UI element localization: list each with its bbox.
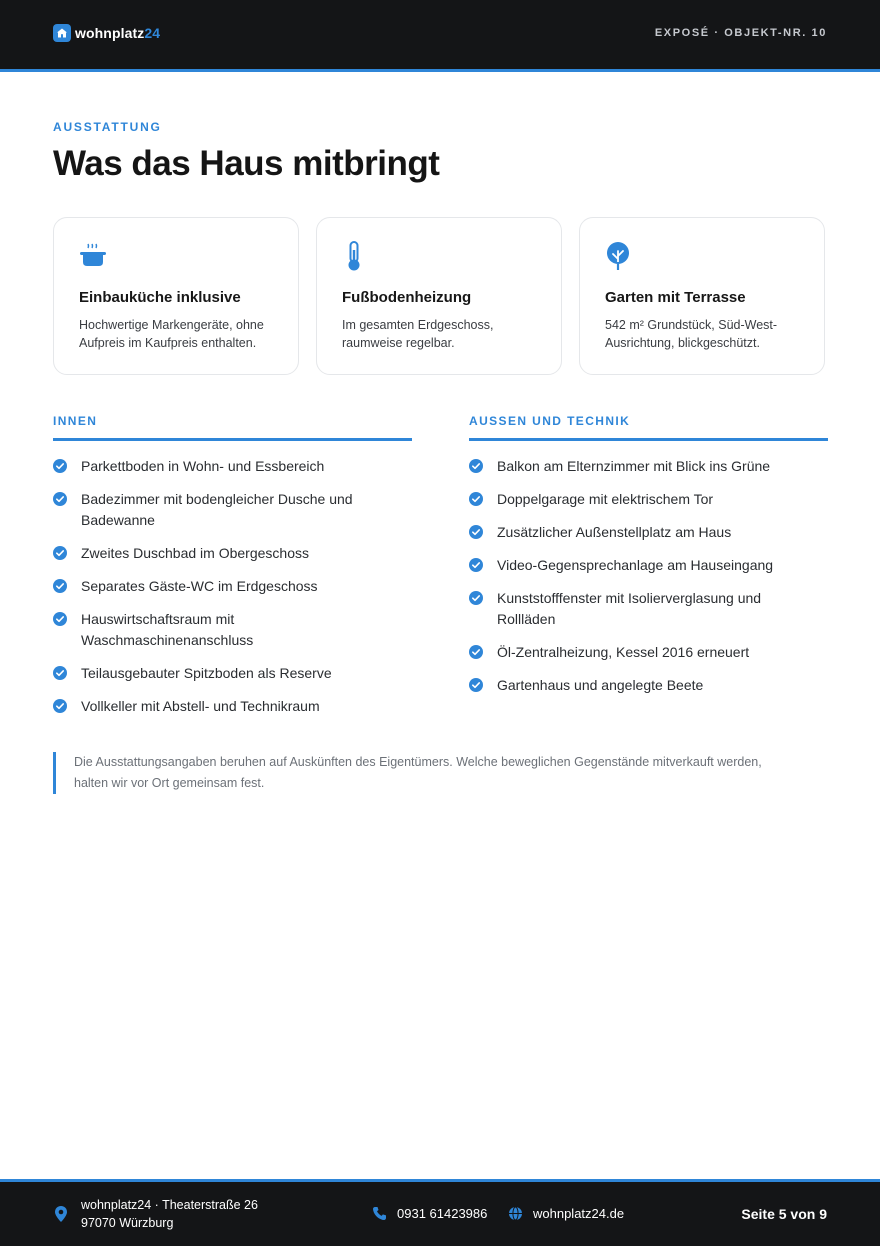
list-item: Vollkeller mit Abstell- und Technikraum <box>53 696 413 717</box>
innen-divider <box>53 438 412 441</box>
list-item: Teilausgebauter Spitzboden als Reserve <box>53 663 413 684</box>
address-line-2: 97070 Würzburg <box>81 1216 174 1230</box>
address-line-1: wohnplatz24 · Theaterstraße 26 <box>81 1198 258 1212</box>
check-icon <box>53 699 67 713</box>
pot-icon <box>78 240 108 272</box>
aussen-divider <box>469 438 828 441</box>
list-item: Parkettboden in Wohn- und Essbereich <box>53 456 413 477</box>
footer-accent-line <box>0 1179 880 1182</box>
card-title: Einbauküche inklusive <box>79 289 241 306</box>
check-icon <box>53 666 67 680</box>
house-icon <box>53 24 71 42</box>
list-item: Hauswirtschaftsraum mit Waschmaschinenanschluss <box>53 609 311 651</box>
list-item: Balkon am Elternzimmer mit Blick ins Grüne <box>469 456 809 477</box>
brand-logo[interactable] <box>53 24 160 42</box>
list-item: Badezimmer mit bodengleicher Dusche und Badewanne <box>53 489 413 531</box>
list-item: Öl-Zentralheizung, Kessel 2016 erneuert <box>469 642 809 663</box>
list-item: Separates Gäste-WC im Erdgeschoss <box>53 576 413 597</box>
location-pin-icon <box>53 1205 69 1223</box>
card-description: Im gesamten Erdgeschoss, raumweise regelbar. <box>342 318 494 350</box>
check-icon <box>469 645 483 659</box>
list-item: Gartenhaus und angelegte Beete <box>469 675 809 696</box>
check-icon <box>53 612 67 626</box>
section-eyebrow: AUSSTATTUNG <box>53 120 162 134</box>
expose-label: EXPOSÉ · OBJEKT-NR. 10 <box>654 27 827 39</box>
check-icon <box>469 492 483 506</box>
brand-name: wohnplatz24 <box>75 25 161 41</box>
aussen-list <box>469 456 809 696</box>
phone-number: 0931 61423986 <box>397 1206 488 1221</box>
card-title: Garten mit Terrasse <box>605 289 746 306</box>
footer-website[interactable] <box>508 1206 624 1221</box>
feature-card-heating <box>316 217 562 375</box>
phone-icon <box>372 1206 387 1221</box>
check-icon <box>469 459 483 473</box>
list-item: Doppelgarage mit elektrischem Tor <box>469 489 809 510</box>
check-icon <box>469 678 483 692</box>
disclaimer-note: Die Ausstattungsangaben beruhen auf Auskünften des Eigentümers. Welche beweglichen Gegenstände mitverkauft werden, halten wir vor Ort gemeinsam fest. <box>53 752 794 794</box>
globe-icon <box>508 1206 523 1221</box>
card-description: Hochwertige Markengeräte, ohne Aufpreis im Kaufpreis enthalten. <box>79 318 264 350</box>
check-icon <box>53 579 67 593</box>
card-description: 542 m² Grundstück, Süd-West-Ausrichtung, blickgeschützt. <box>605 318 778 350</box>
top-accent-line <box>0 69 880 72</box>
innen-heading: INNEN <box>53 414 98 428</box>
list-item: Video-Gegensprechanlage am Hauseingang <box>469 555 809 576</box>
check-icon <box>469 525 483 539</box>
aussen-heading: AUSSEN UND TECHNIK <box>469 414 631 428</box>
check-icon <box>53 546 67 560</box>
footer-phone[interactable] <box>372 1206 487 1221</box>
check-icon <box>53 492 67 506</box>
list-item: Zusätzlicher Außenstellplatz am Haus <box>469 522 809 543</box>
card-title: Fußbodenheizung <box>342 289 472 306</box>
tree-icon <box>604 240 634 272</box>
page-title: Was das Haus mitbringt <box>53 144 440 183</box>
check-icon <box>469 558 483 572</box>
check-icon <box>469 591 483 605</box>
page-number: Seite 5 von 9 <box>741 1206 827 1222</box>
innen-list <box>53 456 413 717</box>
feature-card-garden <box>579 217 825 375</box>
thermometer-icon <box>341 240 371 272</box>
list-item: Zweites Duschbad im Obergeschoss <box>53 543 413 564</box>
feature-card-kitchen <box>53 217 299 375</box>
list-item: Kunststofffenster mit Isolierverglasung und Rollläden <box>469 588 809 630</box>
check-icon <box>53 459 67 473</box>
website-link: wohnplatz24.de <box>533 1206 625 1221</box>
footer-address <box>53 1196 258 1232</box>
